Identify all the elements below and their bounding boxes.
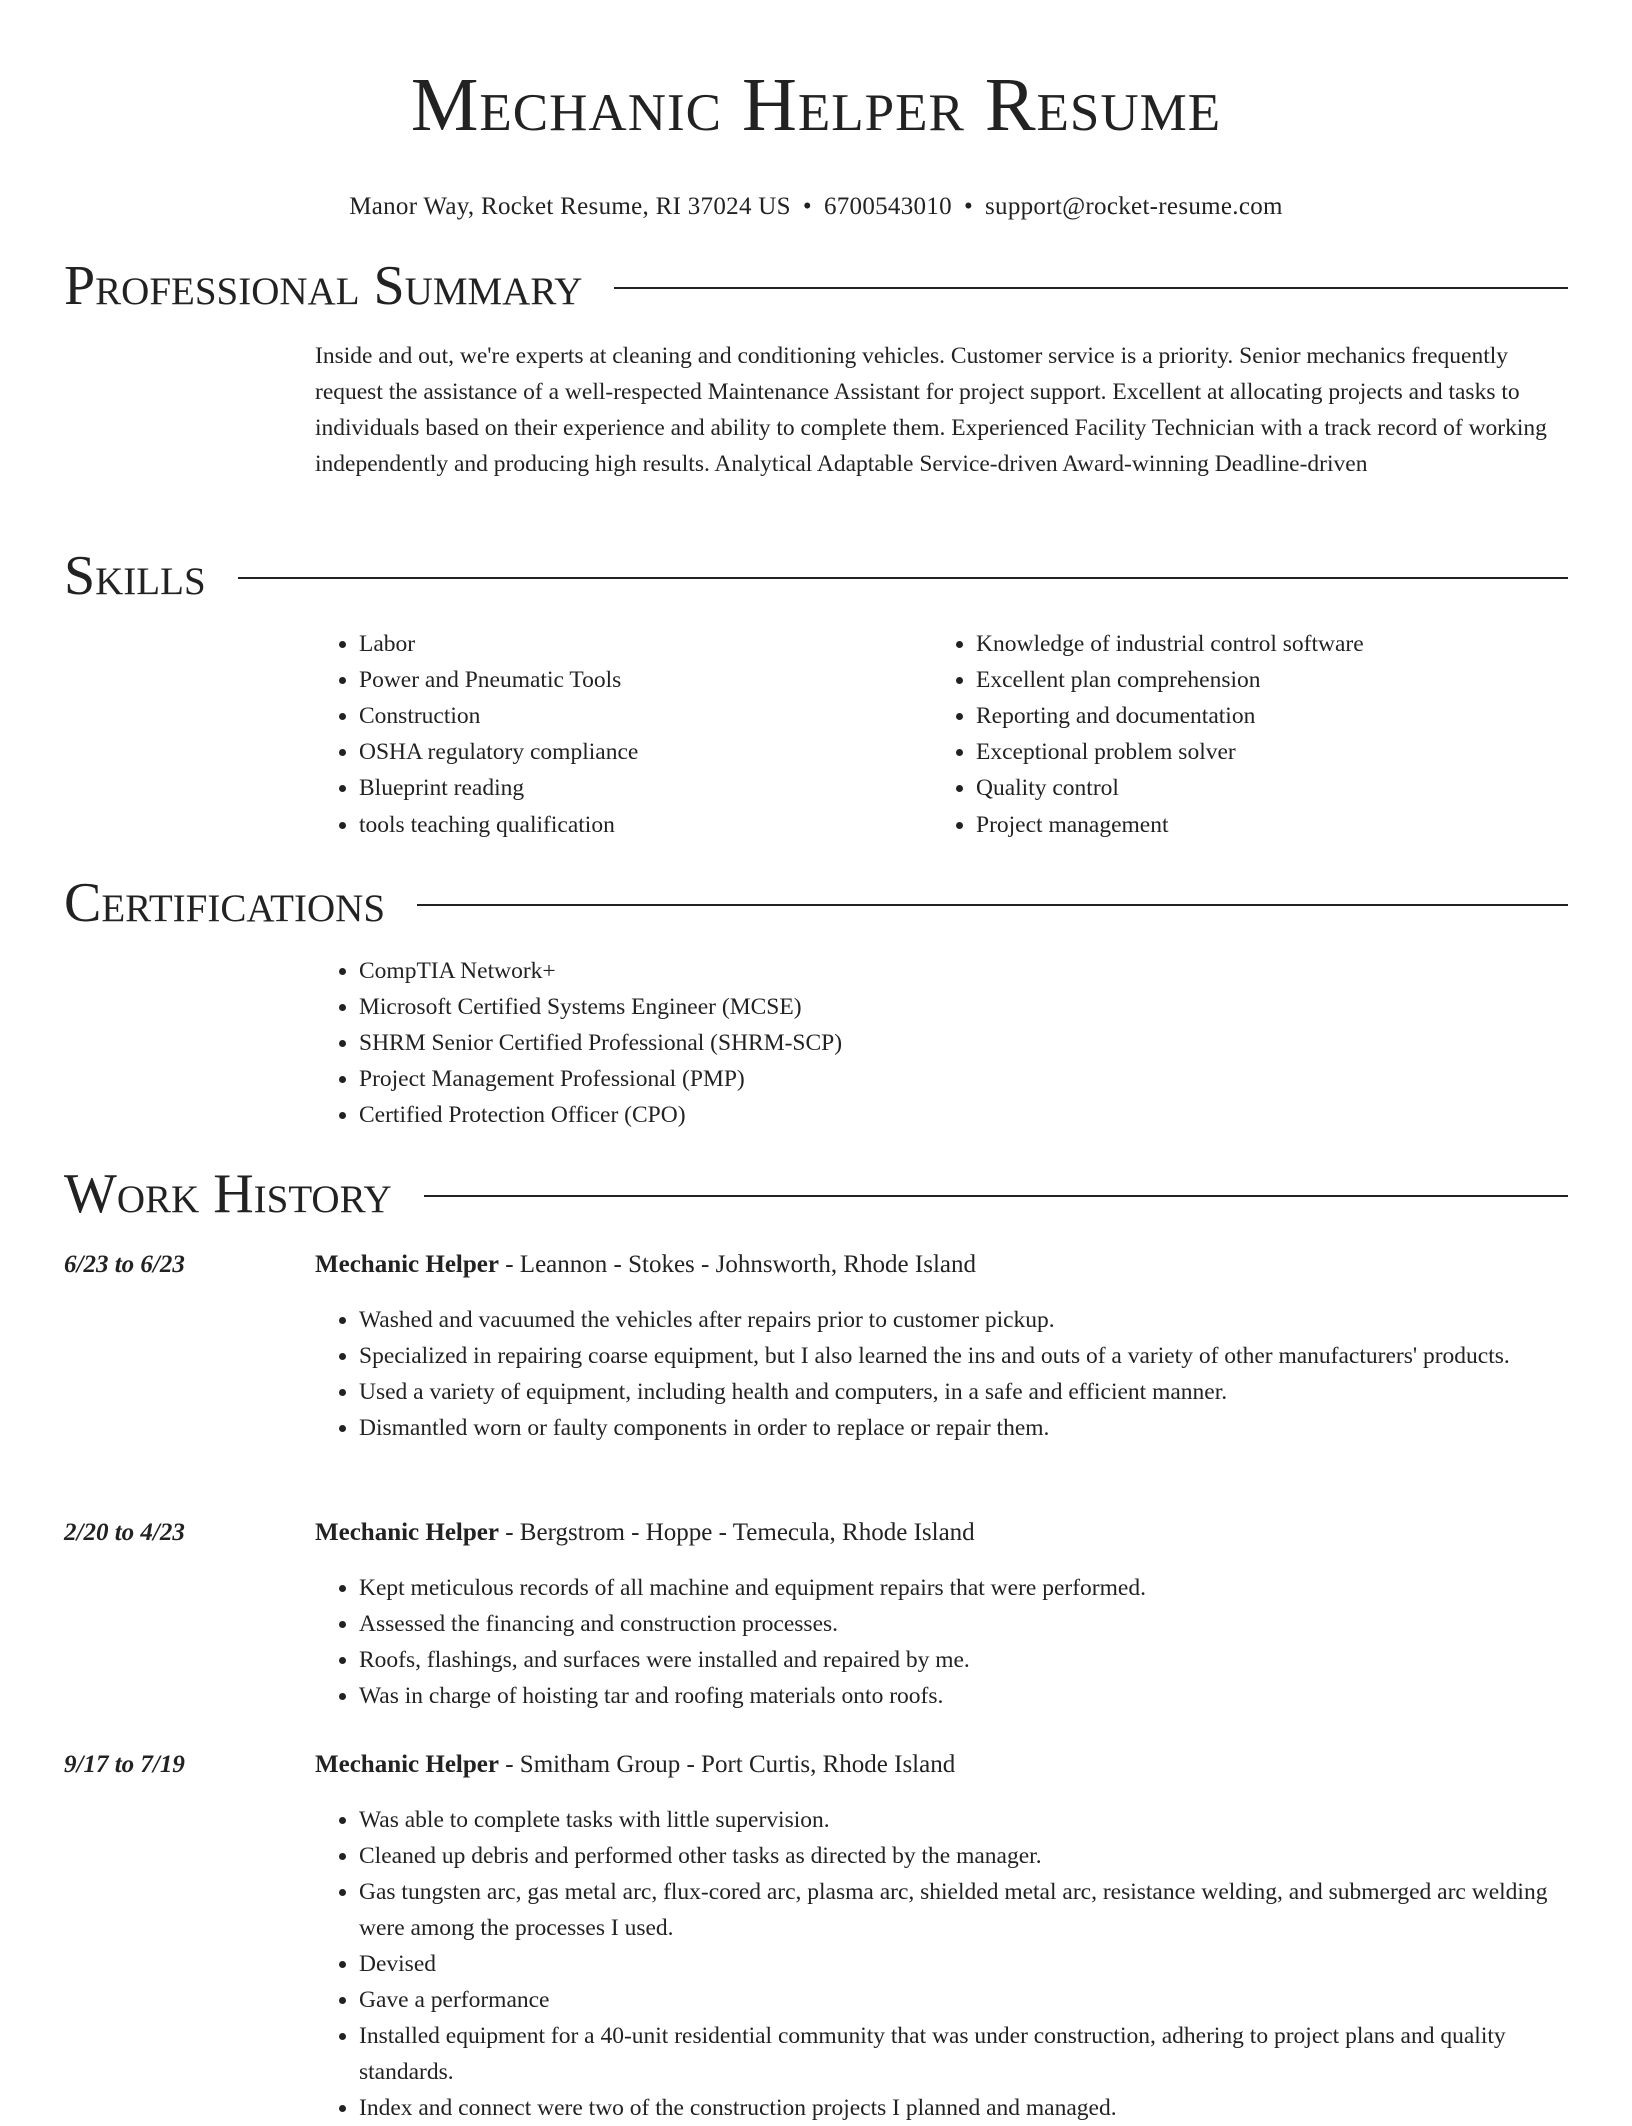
skill-item: • tools teaching qualification	[359, 807, 875, 843]
skill-item: • Quality control	[976, 770, 1492, 806]
section-heading-skills	[64, 544, 1568, 608]
contact-separator: •	[802, 193, 812, 220]
job-dates: 6/23 to 6/23	[64, 1251, 185, 1278]
skill-item: • Project management	[976, 807, 1492, 843]
job-dates: 2/20 to 4/23	[64, 1519, 185, 1546]
skills-list-right	[932, 626, 1492, 843]
skill-item: • Excellent plan comprehension	[976, 662, 1492, 698]
job-bullet: • Kept meticulous records of all machine and equipment repairs that were performed.	[359, 1570, 1568, 1606]
job-bullet: • Dismantled worn or faulty components in order to replace or repair them.	[359, 1410, 1568, 1446]
job-title-line	[315, 1518, 975, 1548]
section-heading-certifications	[64, 871, 1568, 935]
contact-separator: •	[963, 193, 973, 220]
skill-item: • Blueprint reading	[359, 770, 875, 806]
job-bullet: • Specialized in repairing coarse equipment, but I also learned the ins and outs of a variety of other manufacturers' products.	[359, 1338, 1568, 1374]
job-bullet: • Was in charge of hoisting tar and roofing materials onto roofs.	[359, 1678, 1568, 1714]
job-employer: - Bergstrom - Hoppe - Temecula, Rhode Island	[498, 1519, 975, 1546]
job-employer: - Leannon - Stokes - Johnsworth, Rhode Island	[498, 1251, 976, 1278]
section-divider	[424, 1195, 1568, 1197]
job-title-line	[315, 1250, 976, 1280]
job-bullet: • Was able to complete tasks with little supervision.	[359, 1802, 1568, 1838]
job-bullet: • Cleaned up debris and performed other tasks as directed by the manager.	[359, 1838, 1568, 1874]
job-bullet: • Assessed the financing and construction processes.	[359, 1606, 1568, 1642]
job-bullet: • Installed equipment for a 40-unit residential community that was under construction, adhering to project plans and quality standards.	[359, 2018, 1568, 2090]
section-title-skills: Skills	[64, 545, 206, 607]
contact-phone: 6700543010	[823, 193, 952, 220]
contact-email: support@rocket-resume.com	[985, 193, 1283, 220]
certification-item: • Microsoft Certified Systems Engineer (MCSE)	[359, 989, 1515, 1025]
skill-item: • Exceptional problem solver	[976, 734, 1492, 770]
job-employer: - Smitham Group - Port Curtis, Rhode Island	[498, 1751, 956, 1778]
job-role: Mechanic Helper	[315, 1751, 499, 1778]
section-divider	[614, 287, 1568, 289]
skills-list-left	[315, 626, 875, 843]
job-bullet: • Washed and vacuumed the vehicles after repairs prior to customer pickup.	[359, 1302, 1568, 1338]
job-bullet: • Devised	[359, 1946, 1568, 1982]
certification-item: • SHRM Senior Certified Professional (SHRM-SCP)	[359, 1025, 1515, 1061]
resume-title: Mechanic Helper Resume	[410, 63, 1222, 147]
section-title-work: Work History	[64, 1163, 392, 1225]
certification-item: • Certified Protection Officer (CPO)	[359, 1097, 1515, 1133]
contact-address: Manor Way, Rocket Resume, RI 37024 US	[349, 193, 791, 220]
contact-line	[0, 192, 1632, 222]
job-bullet: • Used a variety of equipment, including health and computers, in a safe and efficient manner.	[359, 1374, 1568, 1410]
skill-item: • OSHA regulatory compliance	[359, 734, 875, 770]
skill-item: • Construction	[359, 698, 875, 734]
job-dates: 9/17 to 7/19	[64, 1751, 185, 1778]
skill-item: • Labor	[359, 626, 875, 662]
summary-paragraph: Inside and out, we're experts at cleaning and conditioning vehicles. Customer service is a priority. Senior mechanics frequently request the assistance of a well-respected Maintenance Assistant for project support. Excellent at allocating projects and tasks to individuals based on their experience and ability to complete them. Experienced Facility Technician with a track record of working independently and producing high results. Analytical Adaptable Service-driven Award-winning Deadline-driven	[315, 343, 1547, 477]
job-bullets	[315, 1802, 1568, 2126]
job-role: Mechanic Helper	[315, 1251, 499, 1278]
section-heading-work	[64, 1162, 1568, 1226]
job-bullets	[315, 1302, 1568, 1446]
job-bullet: • Roofs, flashings, and surfaces were installed and repaired by me.	[359, 1642, 1568, 1678]
section-title-summary: Professional Summary	[64, 255, 583, 317]
section-title-certifications: Certifications	[64, 872, 386, 934]
job-role: Mechanic Helper	[315, 1519, 499, 1546]
skill-item: • Power and Pneumatic Tools	[359, 662, 875, 698]
certification-item: • Project Management Professional (PMP)	[359, 1061, 1515, 1097]
job-title-line	[315, 1750, 955, 1780]
skill-item: • Knowledge of industrial control software	[976, 626, 1492, 662]
certification-item: • CompTIA Network+	[359, 953, 1515, 989]
section-divider	[417, 904, 1568, 906]
certifications-list	[315, 953, 1515, 1133]
job-bullets	[315, 1570, 1568, 1714]
section-heading-summary	[64, 254, 1568, 318]
job-bullet: • Gave a performance	[359, 1982, 1568, 2018]
job-bullet: • Gas tungsten arc, gas metal arc, flux-cored arc, plasma arc, shielded metal arc, resistance welding, and submerged arc welding were among the processes I used.	[359, 1874, 1568, 1946]
section-divider	[238, 577, 1568, 579]
skill-item: • Reporting and documentation	[976, 698, 1492, 734]
job-bullet: • Index and connect were two of the construction projects I planned and managed.	[359, 2090, 1568, 2126]
